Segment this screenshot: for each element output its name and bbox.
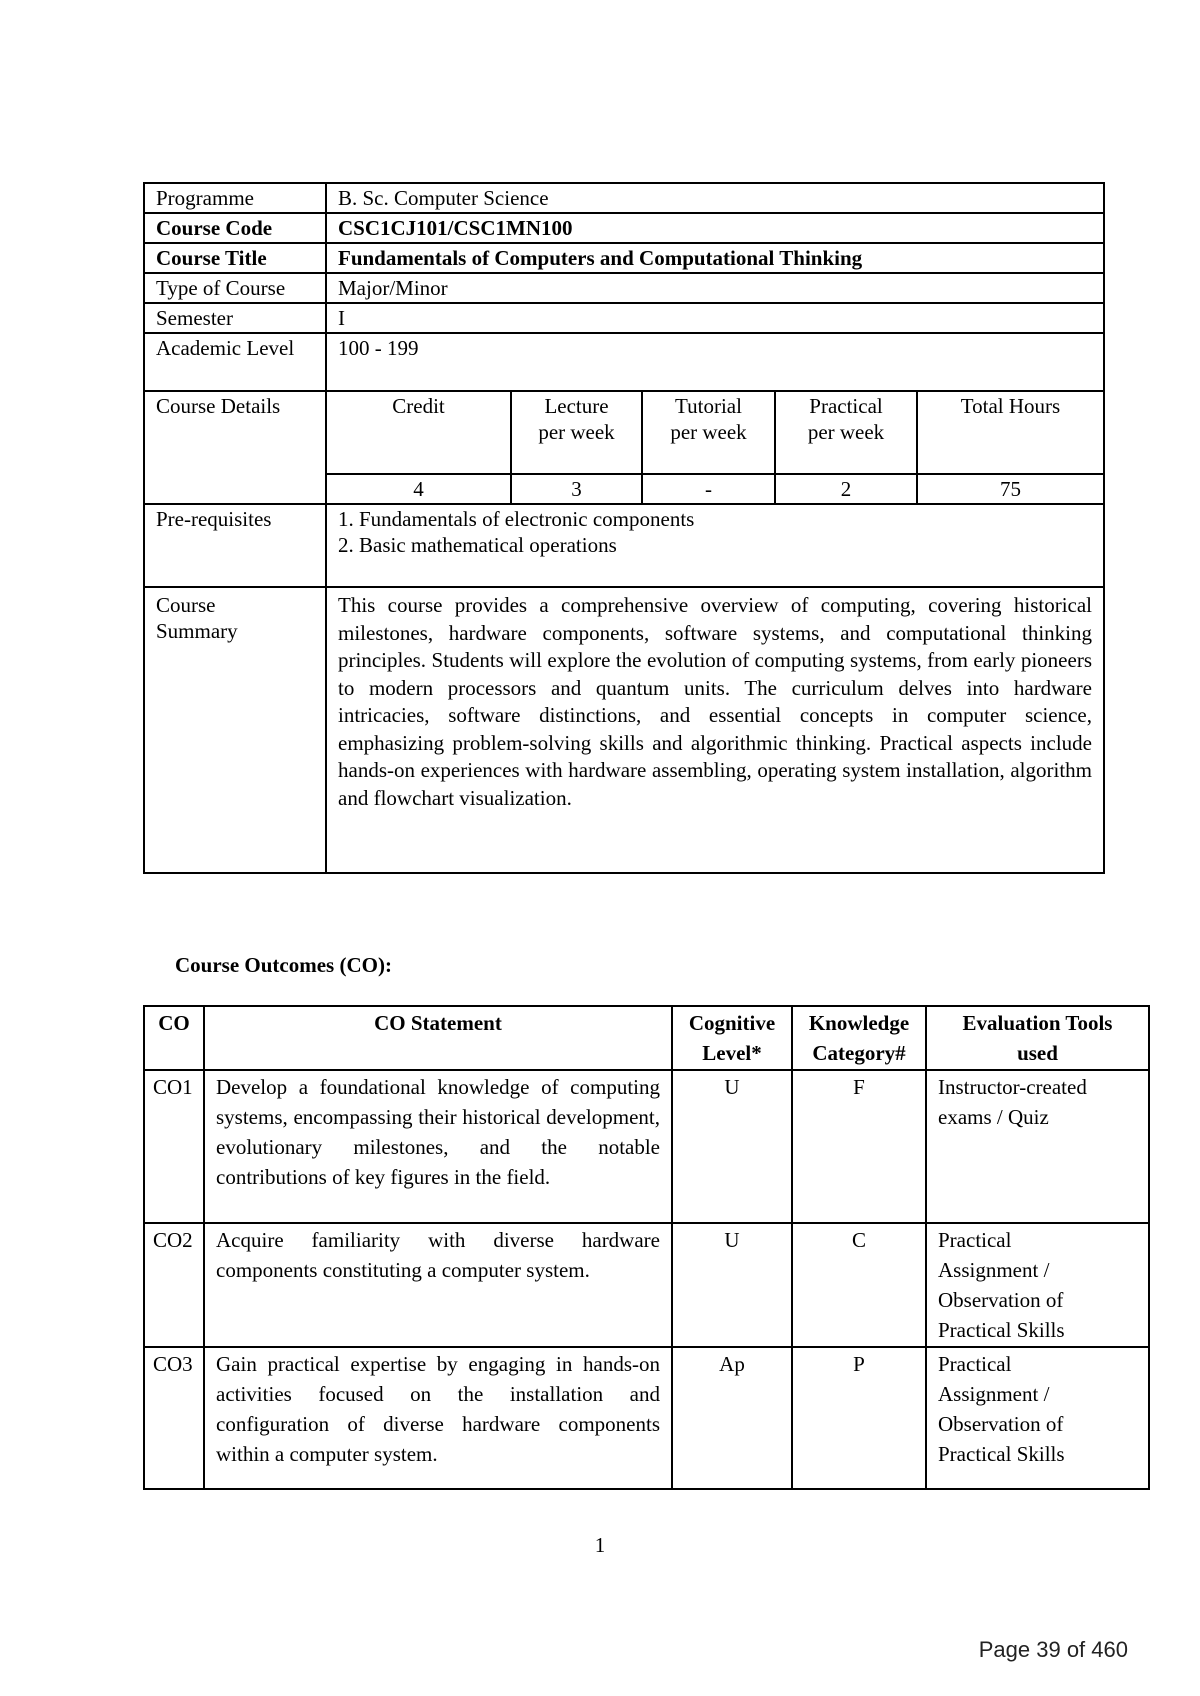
course-code-row [144, 213, 1104, 243]
header-line: Evaluation Tools [962, 1011, 1113, 1035]
header-line: Practical [809, 394, 883, 418]
cognitive-level-header [672, 1006, 792, 1070]
header-line: Category# [812, 1041, 906, 1065]
semester-row [144, 303, 1104, 333]
prerequisites-cell [326, 504, 1104, 587]
cognitive-level: U [672, 1070, 792, 1223]
co-statement-header [204, 1006, 672, 1070]
row-label: Academic Level [144, 333, 326, 391]
summary-label [144, 587, 326, 873]
practical-header [775, 392, 917, 474]
tool-line: Practical [938, 1228, 1012, 1252]
table-row [144, 1223, 1149, 1347]
type-of-course-row [144, 273, 1104, 303]
co-header [144, 1006, 204, 1070]
evaluation-tools [926, 1070, 1149, 1223]
course-summary-row [144, 587, 1104, 873]
tutorial-value: - [642, 474, 775, 503]
row-label: Programme [144, 183, 326, 213]
lecture-value: 3 [511, 474, 642, 503]
row-label: Course Details [144, 391, 326, 504]
header-line: per week [670, 420, 747, 444]
tool-line: Observation of [938, 1412, 1064, 1436]
course-details-table [327, 392, 1103, 503]
label-line: Summary [156, 619, 238, 643]
total-hours-value: 75 [917, 474, 1103, 503]
cognitive-level: Ap [672, 1347, 792, 1489]
course-title-row [144, 243, 1104, 273]
course-outcomes-heading: Course Outcomes (CO): [175, 953, 392, 977]
details-values-row [327, 474, 1103, 503]
row-label: Course Code [144, 213, 326, 243]
course-outcomes-table [143, 1005, 1150, 1490]
table-row [144, 1347, 1149, 1489]
co-header-row [144, 1006, 1149, 1070]
tool-line: Practical Skills [938, 1318, 1065, 1342]
evaluation-tools [926, 1223, 1149, 1347]
row-value: CSC1CJ101/CSC1MN100 [326, 213, 1104, 243]
credit-header [327, 392, 511, 474]
header-line: CO [158, 1011, 190, 1035]
co-statement: Develop a foundational knowledge of computing systems, encompassing their historical development, evolutionary milestones, and the notable contributions of key figures in the field. [204, 1070, 672, 1223]
header-line: Level* [702, 1041, 762, 1065]
header-line: Total Hours [960, 394, 1061, 418]
knowledge-category: F [792, 1070, 926, 1223]
header-line: Credit [392, 394, 445, 418]
knowledge-category: C [792, 1223, 926, 1347]
row-value: Fundamentals of Computers and Computational Thinking [326, 243, 1104, 273]
row-value: Major/Minor [326, 273, 1104, 303]
row-label: Semester [144, 303, 326, 333]
knowledge-category: P [792, 1347, 926, 1489]
page-footer: Page 39 of 460 [978, 1637, 1128, 1662]
tool-line: Practical [938, 1352, 1012, 1376]
course-info-table [143, 182, 1105, 874]
prerequisite-item: 2. Basic mathematical operations [338, 533, 617, 557]
prerequisites-row [144, 504, 1104, 587]
prerequisite-item: 1. Fundamentals of electronic components [338, 507, 695, 531]
co-statement: Acquire familiarity with diverse hardware components constituting a computer system. [204, 1223, 672, 1347]
course-details-row [144, 391, 1104, 504]
header-line: per week [807, 420, 885, 444]
label-line: Course [156, 593, 216, 617]
course-details-cell [326, 391, 1104, 504]
practical-value: 2 [775, 474, 917, 503]
tool-line: Assignment / [938, 1382, 1050, 1406]
row-value: 100 - 199 [326, 333, 1104, 391]
row-label: Type of Course [144, 273, 326, 303]
tool-line: Practical Skills [938, 1442, 1065, 1466]
course-summary-text: This course provides a comprehensive overview of computing, covering historical milestones, hardware components, software systems, and computational thinking principles. Students will explore the evolution of computing systems, from early pioneers to modern processors and quantum units. The curriculum delves into hardware intricacies, software distinctions, and essential concepts in computer science, emphasizing problem-solving skills and algorithmic thinking. Practical aspects include hands-on experiences with hardware assembling, operating system installation, algorithm and flowchart visualization. [326, 587, 1104, 873]
header-line: used [1017, 1041, 1058, 1065]
row-label: Course Title [144, 243, 326, 273]
co-statement: Gain practical expertise by engaging in hands-on activities focused on the installation and configuration of diverse hardware components within a computer system. [204, 1347, 672, 1489]
programme-row [144, 183, 1104, 213]
co-id: CO3 [144, 1347, 204, 1489]
tool-line: Observation of [938, 1288, 1064, 1312]
tool-line: Instructor-created [938, 1075, 1087, 1099]
tutorial-header [642, 392, 775, 474]
header-line: CO Statement [374, 1011, 502, 1035]
co-id: CO1 [144, 1070, 204, 1223]
evaluation-tools [926, 1347, 1149, 1489]
header-line: per week [538, 420, 615, 444]
row-label: Pre-requisites [144, 504, 326, 587]
header-line: Lecture [544, 394, 609, 418]
row-value: B. Sc. Computer Science [326, 183, 1104, 213]
total-hours-header [917, 392, 1103, 474]
tool-line: exams / Quiz [938, 1105, 1049, 1129]
co-id: CO2 [144, 1223, 204, 1347]
credit-value: 4 [327, 474, 511, 503]
details-header-row [327, 392, 1103, 474]
academic-level-row [144, 333, 1104, 391]
header-line: Cognitive [688, 1011, 776, 1035]
page-number: 1 [594, 1533, 606, 1557]
knowledge-category-header [792, 1006, 926, 1070]
evaluation-tools-header [926, 1006, 1149, 1070]
header-line: Knowledge [808, 1011, 910, 1035]
tool-line: Assignment / [938, 1258, 1050, 1282]
lecture-header [511, 392, 642, 474]
cognitive-level: U [672, 1223, 792, 1347]
header-line: Tutorial [675, 394, 742, 418]
table-row [144, 1070, 1149, 1223]
row-value: I [326, 303, 1104, 333]
